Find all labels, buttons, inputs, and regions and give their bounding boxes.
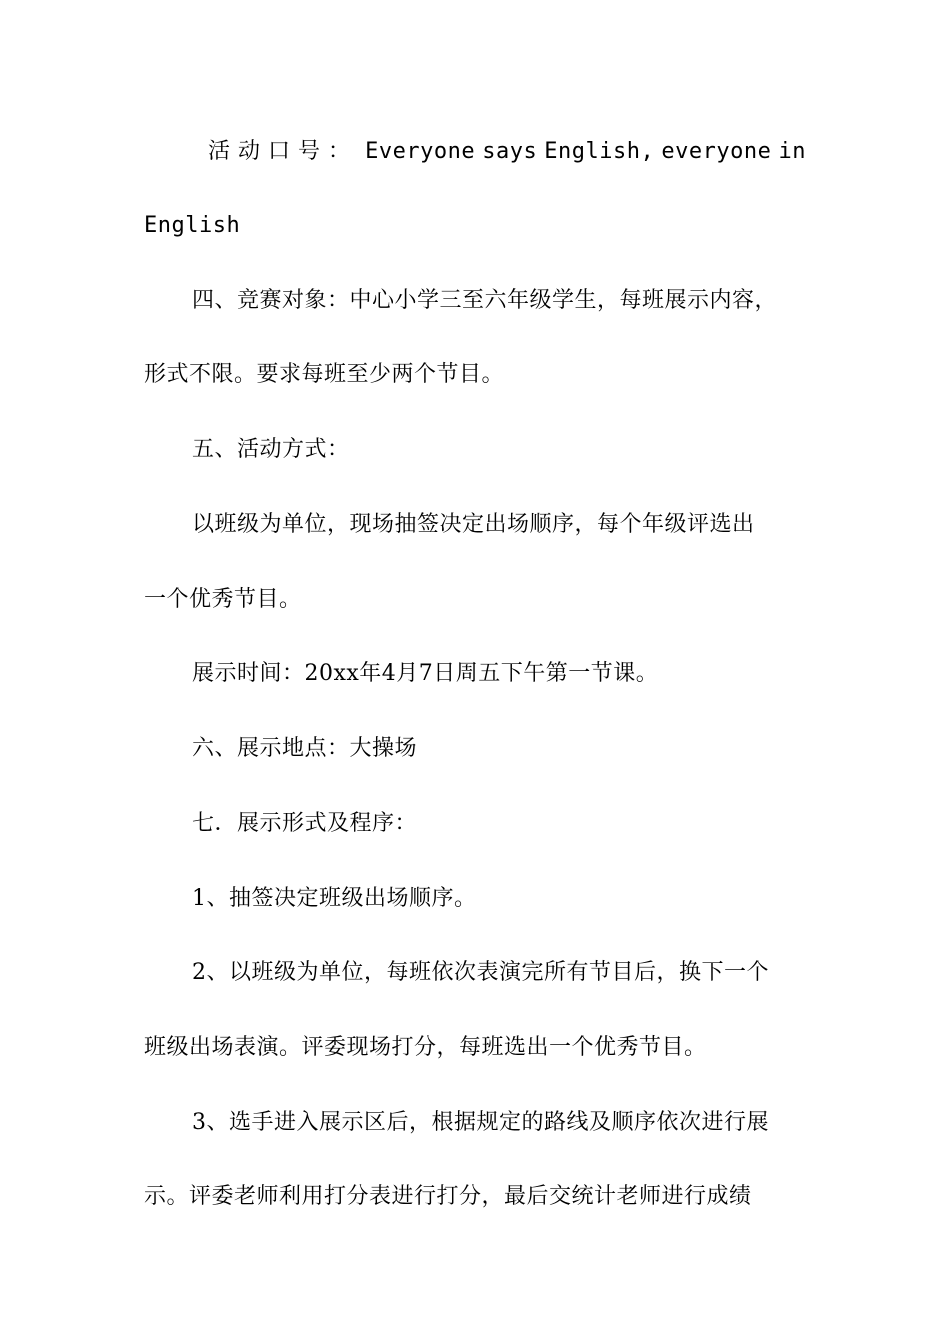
section-four-line-2: 形式不限。要求每班至少两个节目。 [144,362,505,387]
section-five-heading: 五、活动方式： [192,437,350,462]
slogan-label: 活动口号： [208,139,359,164]
slogan-word: everyone [661,139,772,164]
procedure-item-2-line-2: 班级出场表演。评委现场打分，每班选出一个优秀节目。 [144,1035,707,1060]
slogan-word: English, [544,139,655,164]
section-four-line-1: 四、竞赛对象：中心小学三至六年级学生，每班展示内容， [192,288,778,313]
section-six-location: 六、展示地点：大操场 [192,736,418,761]
procedure-item-3-line-1: 3、选手进入展示区后，根据规定的路线及顺序依次进行展 [192,1110,769,1135]
section-seven-heading: 七．展示形式及程序： [192,811,418,836]
activity-method-line-2: 一个优秀节目。 [144,587,302,612]
procedure-item-2-line-1: 2、以班级为单位，每班依次表演完所有节目后，换下一个 [192,960,769,985]
procedure-item-1: 1、抽签决定班级出场顺序。 [192,886,477,911]
show-time: 展示时间：20xx年4月7日周五下午第一节课。 [192,661,659,686]
slogan-word: Everyone [365,139,476,164]
slogan-word: says [482,139,538,164]
slogan-word: in [778,139,806,164]
slogan-continuation: English [144,213,241,238]
procedure-item-3-line-2: 示。评委老师利用打分表进行打分，最后交统计老师进行成绩 [144,1184,752,1209]
activity-method-line-1: 以班级为单位，现场抽签决定出场顺序，每个年级评选出 [192,512,755,537]
slogan-line [208,137,806,167]
